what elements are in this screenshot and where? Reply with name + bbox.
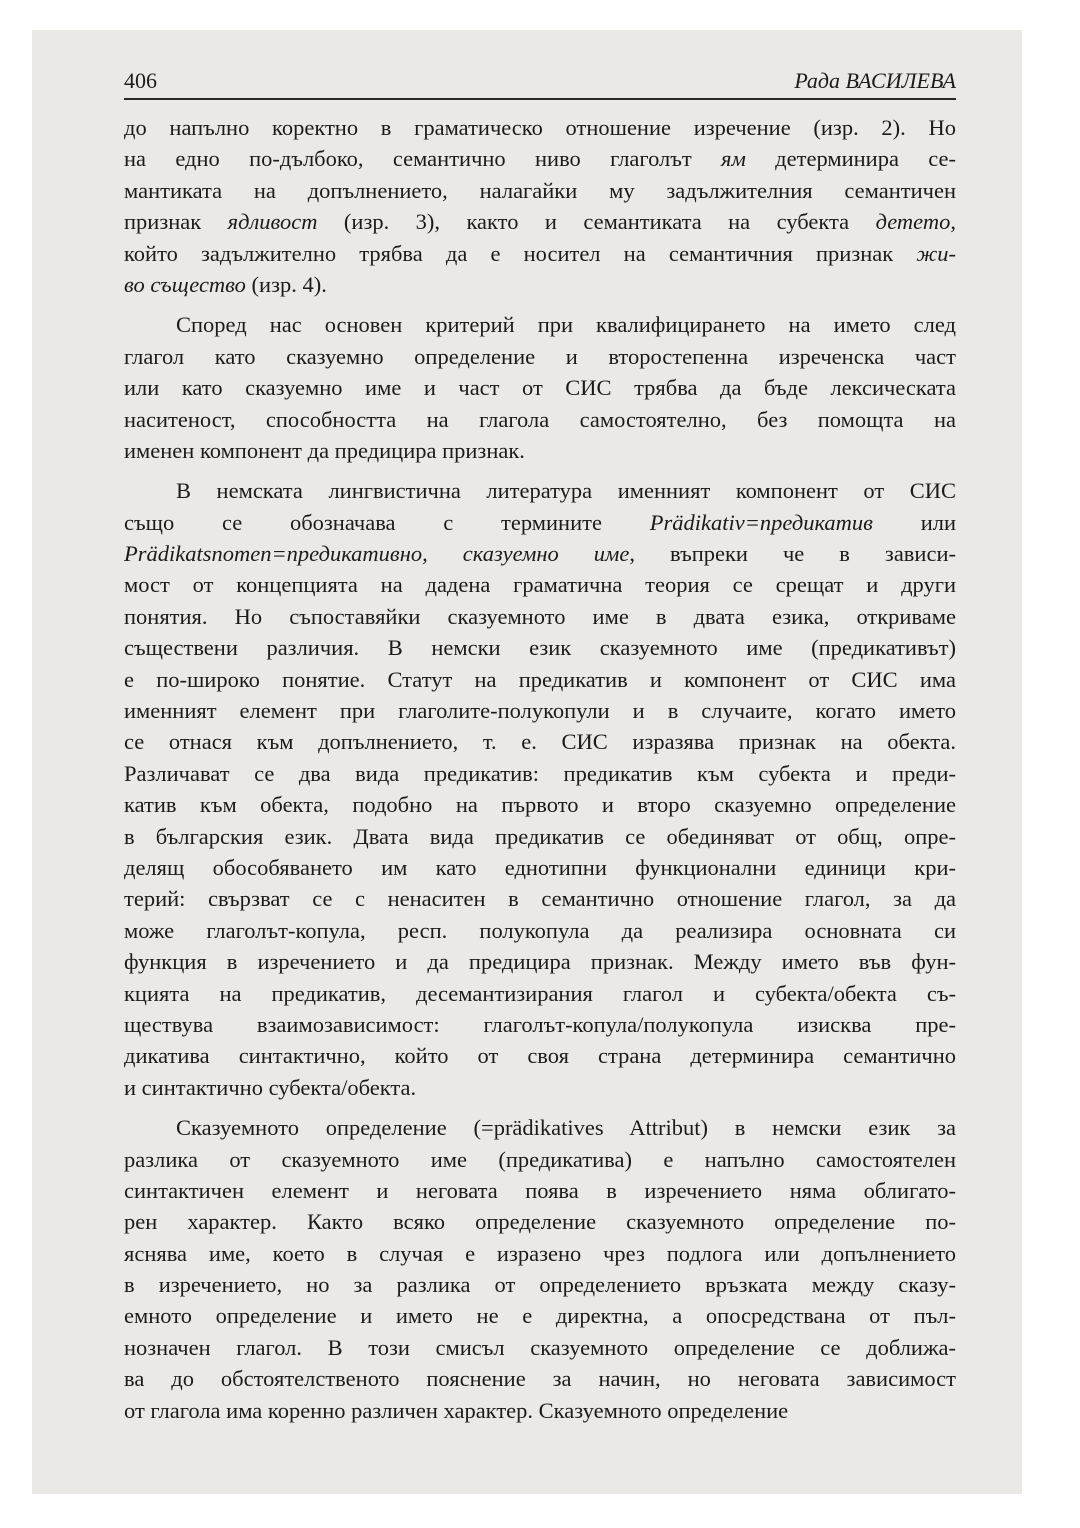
text-line: [124, 507, 956, 538]
text-line: делящ обособяването им като еднотипни функционални единици кри-: [124, 854, 956, 880]
text-line: [124, 538, 956, 569]
text-line: в българския език. Двата вида предикатив се обединяват от общ, опре-: [124, 823, 956, 849]
italic-term: ям: [721, 146, 746, 172]
running-head: Рада ВАСИЛЕВА: [794, 68, 956, 93]
text-segment: също се обозначава с термините: [124, 509, 650, 535]
paragraph: [124, 309, 956, 466]
text-line: глагол като сказуемно определение и второстепенна изреченска част: [124, 343, 956, 369]
text-line: или като сказуемно име и част от СИС трябва да бъде лексическата: [124, 375, 956, 401]
text-line: и синтактично субекта/обекта.: [124, 1074, 417, 1100]
text-line: може глаголът-копула, респ. полукопула да реализира основната си: [124, 917, 956, 943]
text-line: мост от концепцията на дадена граматична теория се срещат и други: [124, 572, 956, 598]
text-segment: на едно по-дълбоко, семантично ниво глаголът: [124, 146, 722, 172]
text-line: е по-широко понятие. Статут на предикатив и компонент от СИС има: [124, 666, 956, 692]
text-line: функция в изречението и да предицира признак. Между името във фун-: [124, 949, 956, 975]
text-line: от глагола има коренно различен характер. Сказуемното определение: [124, 1397, 789, 1423]
text-line: емното определение и името не е директна, а опосредствана от пъл-: [124, 1303, 956, 1329]
paragraph: [124, 475, 956, 1103]
text-line: кцията на предикатив, десемантизирания глагол и субекта/обекта съ-: [124, 980, 956, 1006]
italic-term: Prädikativ=предикатив: [649, 509, 873, 535]
text-line: рен характер. Както всяко определение сказуемното определение по-: [124, 1209, 956, 1235]
text-line: Сказуемното определение (=prädikatives Attribut) в немски език за: [176, 1115, 956, 1141]
text-line: съществени различия. В немски език сказуемното име (предикативът): [124, 635, 956, 661]
text-segment: (изр. 3), както и семантиката на субекта: [317, 209, 876, 235]
page-number: 406: [124, 68, 157, 93]
text-line: [124, 238, 956, 269]
text-line: понятия. Но съпоставяйки сказуемното име в двата езика, откриваме: [124, 603, 956, 629]
text-segment: , въпреки че в зависи-: [629, 541, 956, 567]
paragraph: [124, 1112, 956, 1426]
text-line: В немската лингвистична литература именният компонент от СИС: [176, 478, 956, 504]
text-line: синтактичен елемент и неговата поява в изречението няма облигато-: [124, 1177, 956, 1203]
text-line: [124, 143, 956, 174]
text-line: в изречението, но за разлика от определението връзката между сказу-: [124, 1272, 956, 1298]
text-line: [124, 206, 956, 237]
text-line: ществува взаимозависимост: глаголът-копула/полукопула изисква пре-: [124, 1011, 956, 1037]
italic-term: во същество: [124, 271, 246, 297]
italic-term: Prädikatsnomen=предикативно, сказуемно име: [124, 541, 630, 567]
text-segment: признак: [124, 209, 228, 235]
text-line: яснява име, което в случая е изразено чрез подлога или допълнението: [124, 1240, 956, 1266]
text-line: нозначен глагол. В този смисъл сказуемното определение се доближа-: [124, 1334, 956, 1360]
text-line: катив към обекта, подобно на първото и второ сказуемно определение: [124, 792, 956, 818]
body-text: [124, 112, 956, 1426]
text-segment: детерминира се-: [745, 146, 956, 172]
text-line: именният елемент при глаголите-полукопули и в случаите, когато името: [124, 698, 956, 724]
text-line: мантиката на допълнението, налагайки му задължителния семантичен: [124, 177, 956, 203]
paragraph: [124, 112, 956, 300]
text-line: наситеност, способността на глагола самостоятелно, без помощта на: [124, 406, 956, 432]
text-line: ва до обстоятелственото пояснение за начин, но неговата зависимост: [124, 1366, 956, 1392]
text-line: разлика от сказуемното име (предикатива) е напълно самостоятелен: [124, 1146, 956, 1172]
text-segment: или: [872, 509, 957, 535]
text-line: терий: свързват се с ненаситен в семантично отношение глагол, за да: [124, 886, 956, 912]
text-line: [124, 269, 956, 300]
text-line: Според нас основен критерий при квалифицирането на името след: [176, 312, 956, 338]
text-line: се отнася към допълнението, т. е. СИС изразява признак на обекта.: [124, 729, 956, 755]
text-line: дикатива синтактично, който от своя страна детерминира семантично: [124, 1043, 956, 1069]
italic-term: ядливост: [227, 209, 318, 235]
text-line: до напълно коректно в граматическо отношение изречение (изр. 2). Но: [124, 115, 956, 140]
text-line: именен компонент да предицира признак.: [124, 437, 525, 463]
text-line: Различават се два вида предикатив: предикатив към субекта и преди-: [124, 760, 956, 786]
italic-term: детето,: [875, 209, 956, 235]
italic-term: жи-: [916, 240, 956, 266]
page-header: [124, 64, 956, 100]
text-segment: (изр. 4).: [245, 271, 327, 297]
text-segment: който задължително трябва да е носител на семантичния признак: [124, 240, 917, 266]
